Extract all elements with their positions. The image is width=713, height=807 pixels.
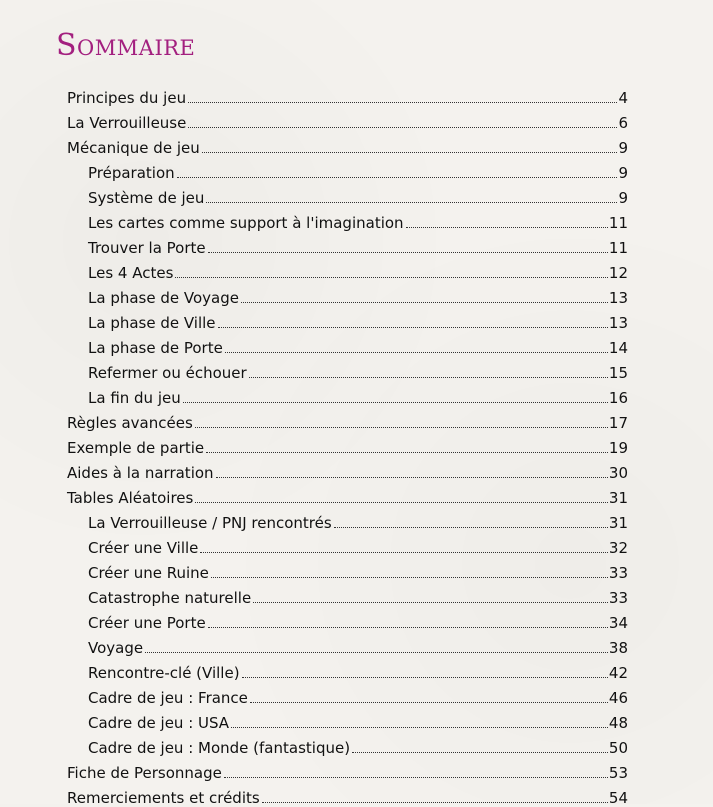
toc-entry-label: Les cartes comme support à l'imagination (88, 214, 404, 232)
dot-leader (188, 102, 617, 103)
dot-leader (211, 577, 608, 578)
dot-leader (406, 227, 608, 228)
toc-entry-page-number: 33 (608, 589, 628, 607)
toc-entry[interactable] (88, 535, 628, 557)
toc-entry-label: La phase de Ville (88, 314, 216, 332)
toc-entry-page-number: 14 (608, 339, 628, 357)
dot-leader (206, 202, 617, 203)
toc-entry-page-number: 17 (608, 414, 628, 432)
toc-entry[interactable] (88, 260, 628, 282)
dot-leader (250, 702, 608, 703)
toc-entry-label: Cadre de jeu : Monde (fantastique) (88, 739, 351, 757)
toc-entry-label: Tables Aléatoires (67, 489, 194, 507)
toc-entry[interactable] (88, 635, 628, 657)
toc-entry[interactable] (67, 485, 628, 507)
toc-entry[interactable] (67, 110, 628, 132)
toc-entry[interactable] (88, 660, 628, 682)
toc-entry-page-number: 38 (608, 639, 628, 657)
dot-leader (253, 602, 608, 603)
toc-entry[interactable] (88, 585, 628, 607)
toc-entry[interactable] (88, 210, 628, 232)
toc-entry[interactable] (88, 560, 628, 582)
toc-entry-page-number: 9 (618, 164, 628, 182)
dot-leader (206, 452, 608, 453)
toc-entry-label: Fiche de Personnage (67, 764, 222, 782)
toc-entry[interactable] (88, 235, 628, 257)
toc-entry-page-number: 34 (608, 614, 628, 632)
toc-entry[interactable] (67, 85, 628, 107)
toc-entry-page-number: 15 (608, 364, 628, 382)
toc-entry-page-number: 16 (608, 389, 628, 407)
toc-entry-page-number: 31 (608, 514, 628, 532)
toc-entry[interactable] (88, 610, 628, 632)
toc-entry-page-number: 4 (618, 89, 628, 107)
toc-entry-page-number: 11 (608, 214, 628, 232)
dot-leader (262, 802, 608, 803)
dot-leader (202, 152, 618, 153)
toc-entry-label: Trouver la Porte (88, 239, 206, 257)
toc-entry-label: Créer une Ruine (88, 564, 209, 582)
toc-entry[interactable] (67, 410, 628, 432)
toc-entry-label: Créer une Ville (88, 539, 199, 557)
toc-entry-label: Rencontre-clé (Ville) (88, 664, 240, 682)
dot-leader (208, 252, 608, 253)
toc-entry-page-number: 6 (618, 114, 628, 132)
dot-leader (216, 477, 608, 478)
toc-entry-label: La Verrouilleuse (67, 114, 187, 132)
dot-leader (208, 627, 608, 628)
toc-entry-label: La fin du jeu (88, 389, 181, 407)
toc-entry-page-number: 48 (608, 714, 628, 732)
toc-entry[interactable] (88, 335, 628, 357)
dot-leader (200, 552, 608, 553)
dot-leader (224, 777, 608, 778)
toc-entry-page-number: 42 (608, 664, 628, 682)
toc-entry-page-number: 53 (608, 764, 628, 782)
toc-entry[interactable] (88, 185, 628, 207)
toc-entry-label: Les 4 Actes (88, 264, 174, 282)
toc-entry-label: Catastrophe naturelle (88, 589, 252, 607)
toc-entry-page-number: 30 (608, 464, 628, 482)
dot-leader (195, 502, 608, 503)
dot-leader (231, 727, 608, 728)
dot-leader (145, 652, 608, 653)
dot-leader (177, 177, 618, 178)
toc-entry[interactable] (88, 385, 628, 407)
toc-entry-label: Mécanique de jeu (67, 139, 200, 157)
toc-entry[interactable] (67, 435, 628, 457)
dot-leader (218, 327, 608, 328)
toc-entry-page-number: 31 (608, 489, 628, 507)
toc-entry-label: La phase de Porte (88, 339, 223, 357)
toc-entry-label: La phase de Voyage (88, 289, 239, 307)
dot-leader (188, 127, 617, 128)
toc-entry-label: Voyage (88, 639, 144, 657)
toc-entry[interactable] (88, 285, 628, 307)
toc-entry[interactable] (88, 510, 628, 532)
toc-entry-page-number: 32 (608, 539, 628, 557)
dot-leader (183, 402, 608, 403)
dot-leader (242, 677, 608, 678)
dot-leader (241, 302, 608, 303)
toc-entry-page-number: 54 (608, 789, 628, 807)
toc-entry-label: Cadre de jeu : USA (88, 714, 230, 732)
toc-entry-page-number: 13 (608, 314, 628, 332)
toc-entry-label: Remerciements et crédits (67, 789, 260, 807)
toc-entry[interactable] (88, 735, 628, 757)
toc-entry[interactable] (67, 135, 628, 157)
dot-leader (195, 427, 608, 428)
toc-entry-label: Refermer ou échouer (88, 364, 247, 382)
page-title: Sommaire (56, 28, 196, 63)
toc-entry-label: Principes du jeu (67, 89, 187, 107)
toc-entry-page-number: 9 (618, 189, 628, 207)
toc-entry[interactable] (88, 710, 628, 732)
toc-entry[interactable] (67, 760, 628, 782)
toc-entry-page-number: 19 (608, 439, 628, 457)
toc-entry-label: Exemple de partie (67, 439, 205, 457)
toc-entry[interactable] (88, 360, 628, 382)
toc-entry[interactable] (67, 460, 628, 482)
dot-leader (175, 277, 608, 278)
toc-entry-page-number: 12 (608, 264, 628, 282)
toc-entry[interactable] (88, 310, 628, 332)
toc-entry-page-number: 9 (618, 139, 628, 157)
toc-entry-label: Cadre de jeu : France (88, 689, 248, 707)
toc-entry-label: Système de jeu (88, 189, 205, 207)
toc-entry-page-number: 46 (608, 689, 628, 707)
toc-entry-page-number: 11 (608, 239, 628, 257)
dot-leader (352, 752, 608, 753)
toc-entry-label: Préparation (88, 164, 175, 182)
dot-leader (249, 377, 608, 378)
dot-leader (225, 352, 608, 353)
toc-entry[interactable] (88, 160, 628, 182)
toc-entry-label: Règles avancées (67, 414, 193, 432)
toc-entry-label: Créer une Porte (88, 614, 206, 632)
toc-entry-label: La Verrouilleuse / PNJ rencontrés (88, 514, 332, 532)
toc-entry-label: Aides à la narration (67, 464, 214, 482)
dot-leader (334, 527, 608, 528)
toc-entry-page-number: 13 (608, 289, 628, 307)
toc-entry[interactable] (88, 685, 628, 707)
toc-entry-page-number: 33 (608, 564, 628, 582)
toc-entry-page-number: 50 (608, 739, 628, 757)
